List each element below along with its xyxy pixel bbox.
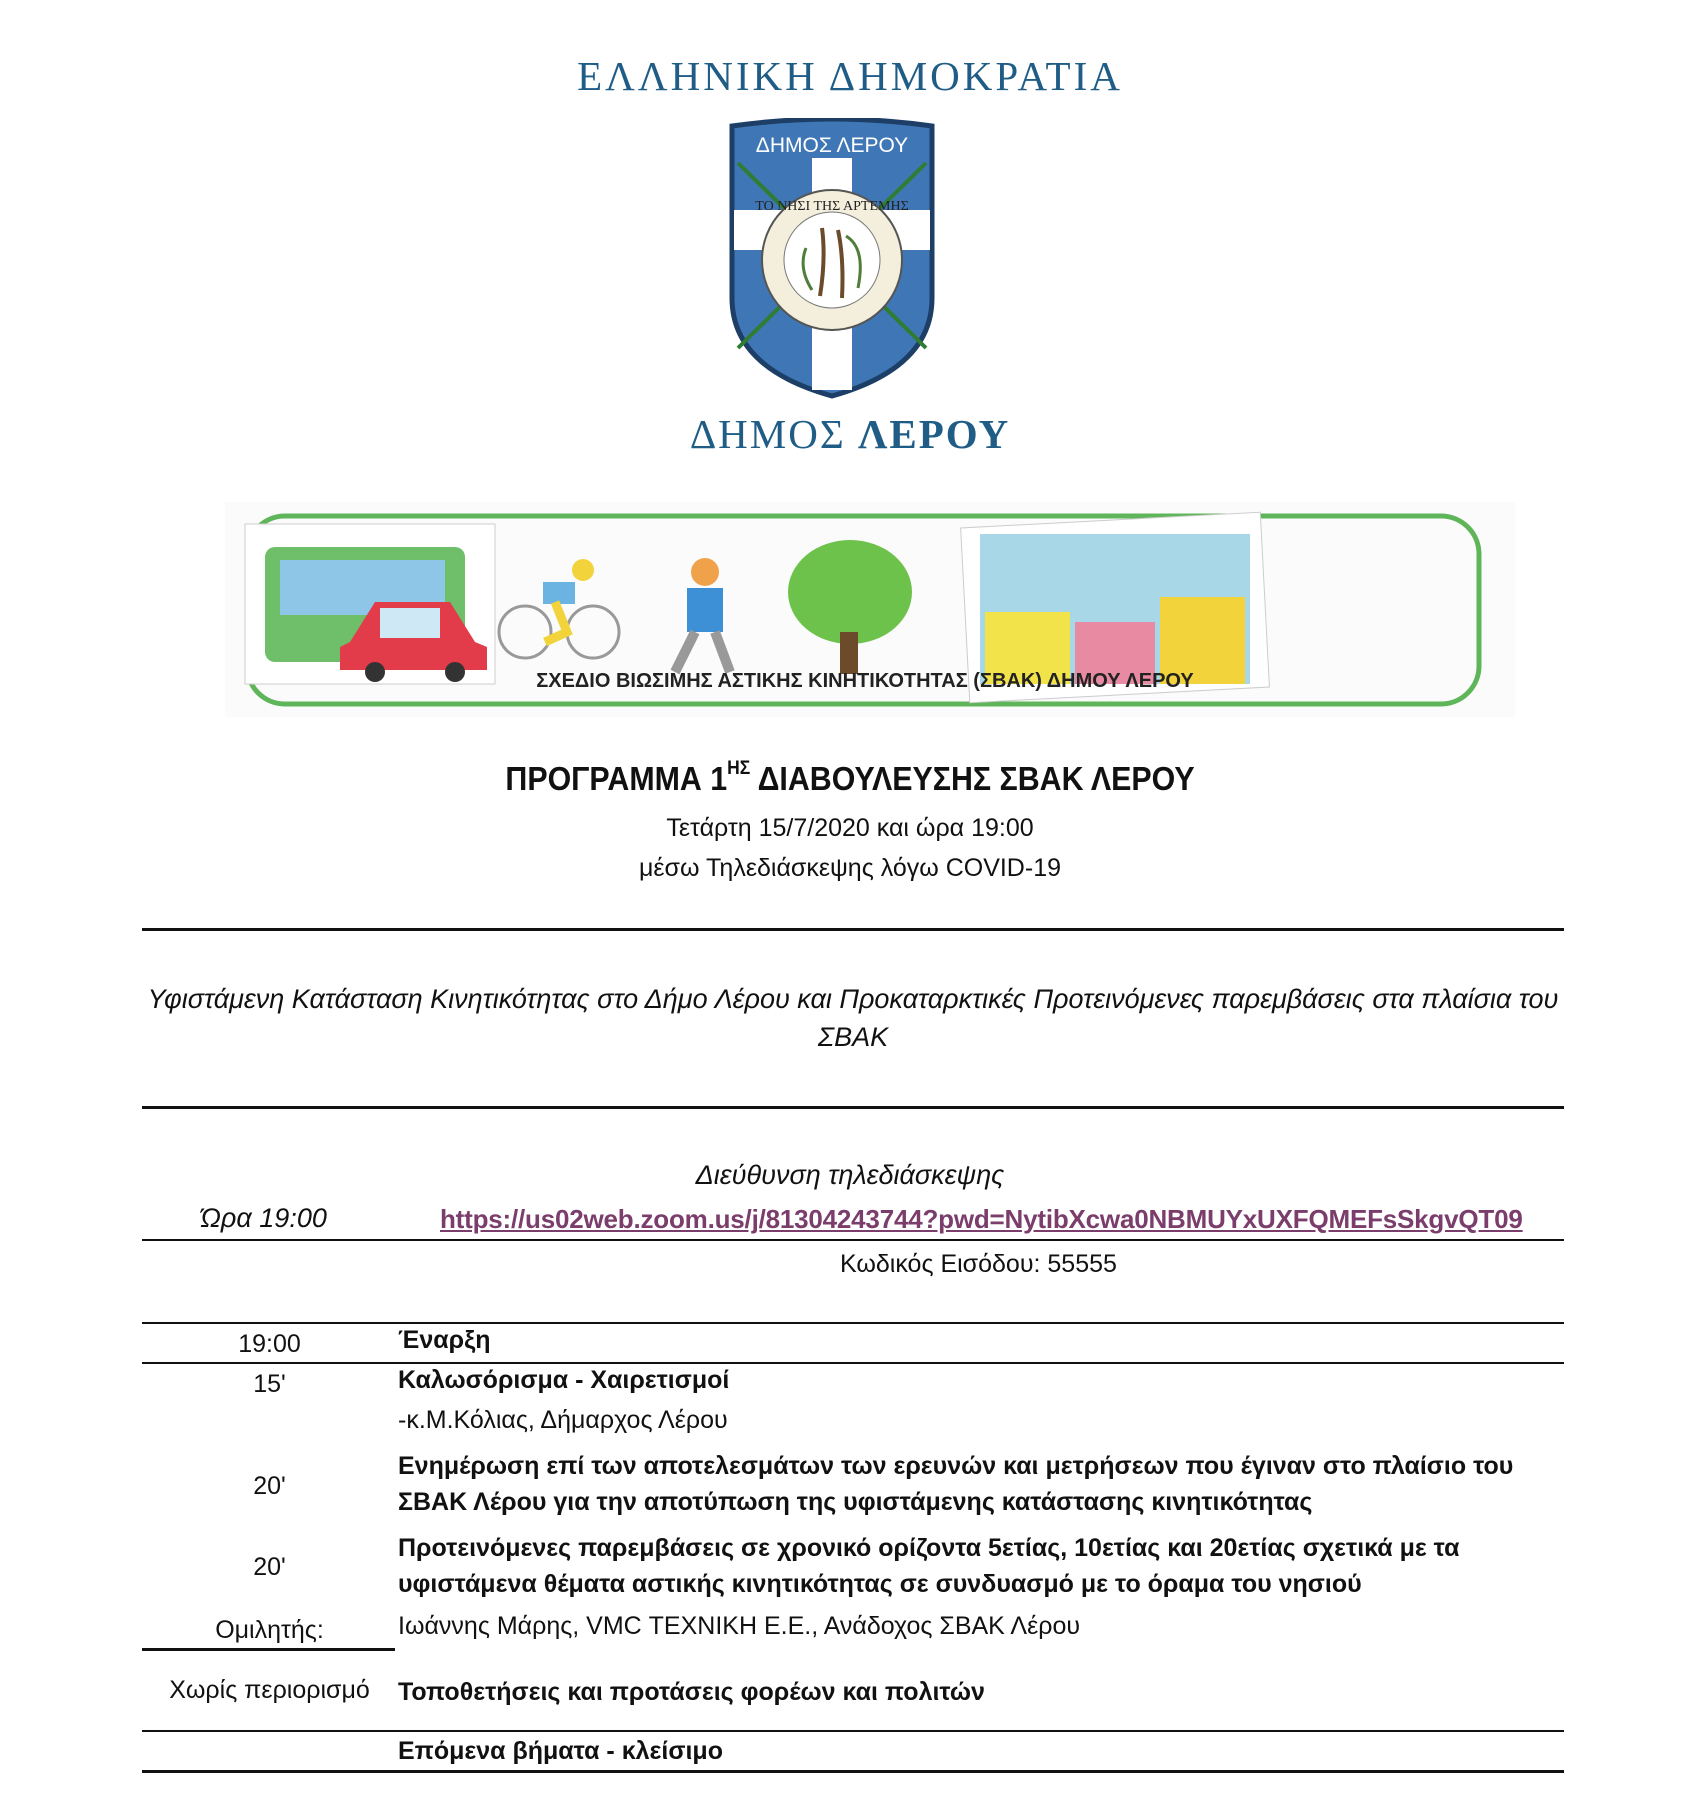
conference-time-label: Ώρα 19:00 [200,1203,327,1233]
agenda-title: Έναρξη [398,1326,491,1354]
municipality-name [0,410,1700,458]
banner-caption: ΣΧΕΔΙΟ ΒΙΩΣΙΜΗΣ ΑΣΤΙΚΗΣ ΚΙΝΗΤΙΚΟΤΗΤΑΣ (ΣΒΑΚ) ΔΗΜΟΥ ΛΕΡΟΥ [536,670,1194,692]
crest-top-text: ΔΗΜΟΣ ΛΕΡΟΥ [755,134,909,157]
agenda-time: 20' [253,1553,286,1581]
divider [142,1648,395,1651]
municipality-name-bold: ΛΕΡΟΥ [857,411,1011,457]
program-title: ΠΡΟΓΡΑΜΜΑ $1^{H\Sigma}$ ΔΙΑΒΟΥΛΕΥΣΗΣ ΣΒΑΚ ΛΕΡΟΥ [505,758,1195,797]
topic: Υφιστάμενη Κατάσταση Κινητικότητας στο Δήμο Λέρου και Προκαταρκτικές Προτεινόμενες παρεμβάσεις στα πλαίσια του ΣΒΑΚ [147,984,1559,1052]
agenda-time: Χωρίς περιορισμό [169,1676,370,1704]
divider [142,1106,1564,1109]
agenda-time: 19:00 [238,1330,301,1358]
agenda-speaker: Ιωάννης Μάρης, VMC ΤΕΧΝΙΚΗ Ε.Ε., Ανάδοχος ΣΒΑΚ Λέρου [398,1612,1081,1640]
divider [142,928,1564,931]
agenda-title: Ενημέρωση επί των αποτελεσμάτων των ερευνών και μετρήσεων που έγιναν στο πλαίσιο του ΣΒΑΚ Λέρου για την αποτύπωση της υφιστάμενης κατάστασης κινητικότητας [398,1452,1514,1516]
zoom-link[interactable]: https://us02web.zoom.us/j/81304243744?pwd=NytibXcwa0NBMUYxUXFQMEFsSkgvQT09 [440,1204,1523,1234]
divider [142,1770,1564,1773]
conference-address-label: Διεύθυνση τηλεδιάσκεψης [695,1160,1005,1190]
municipality-prefix: ΔΗΜΟΣ [689,411,846,457]
republic-title: ΕΛΛΗΝΙΚΗ ΔΗΜΟΚΡΑΤΙΑ [577,53,1123,99]
agenda-title: Προτεινόμενες παρεμβάσεις σε χρονικό ορίζοντα 5ετίας, 10ετίας και 20ετίας σχετικά με τα υφιστάμενα θέματα αστικής κινητικότητας σε συνδυασμό με το όραμα του νησιού [398,1534,1460,1598]
crest-ring-text: ΤΟ ΝΗΣΙ ΤΗΣ ΑΡΤΕΜΗΣ [755,199,909,214]
divider [142,1730,1564,1732]
program-mode: μέσω Τηλεδιάσκεψης λόγω COVID-19 [639,854,1061,882]
divider [142,1239,1564,1241]
sbak-banner [225,502,1515,717]
agenda-title: Καλωσόρισμα - Χαιρετισμοί [398,1366,730,1394]
agenda-time: 15' [253,1370,286,1398]
municipality-crest [726,118,938,400]
agenda-title: Τοποθετήσεις και προτάσεις φορέων και πολιτών [398,1678,985,1706]
program-date: Τετάρτη 15/7/2020 και ώρα 19:00 [666,814,1034,842]
agenda-time: 20' [253,1472,286,1500]
passcode: Κωδικός Εισόδου: 55555 [840,1250,1117,1278]
agenda-title: Επόμενα βήματα - κλείσιμο [398,1737,723,1765]
agenda-speaker-label: Ομιλητής: [215,1616,324,1644]
agenda-detail: -κ.Μ.Κόλιας, Δήμαρχος Λέρου [398,1406,728,1434]
